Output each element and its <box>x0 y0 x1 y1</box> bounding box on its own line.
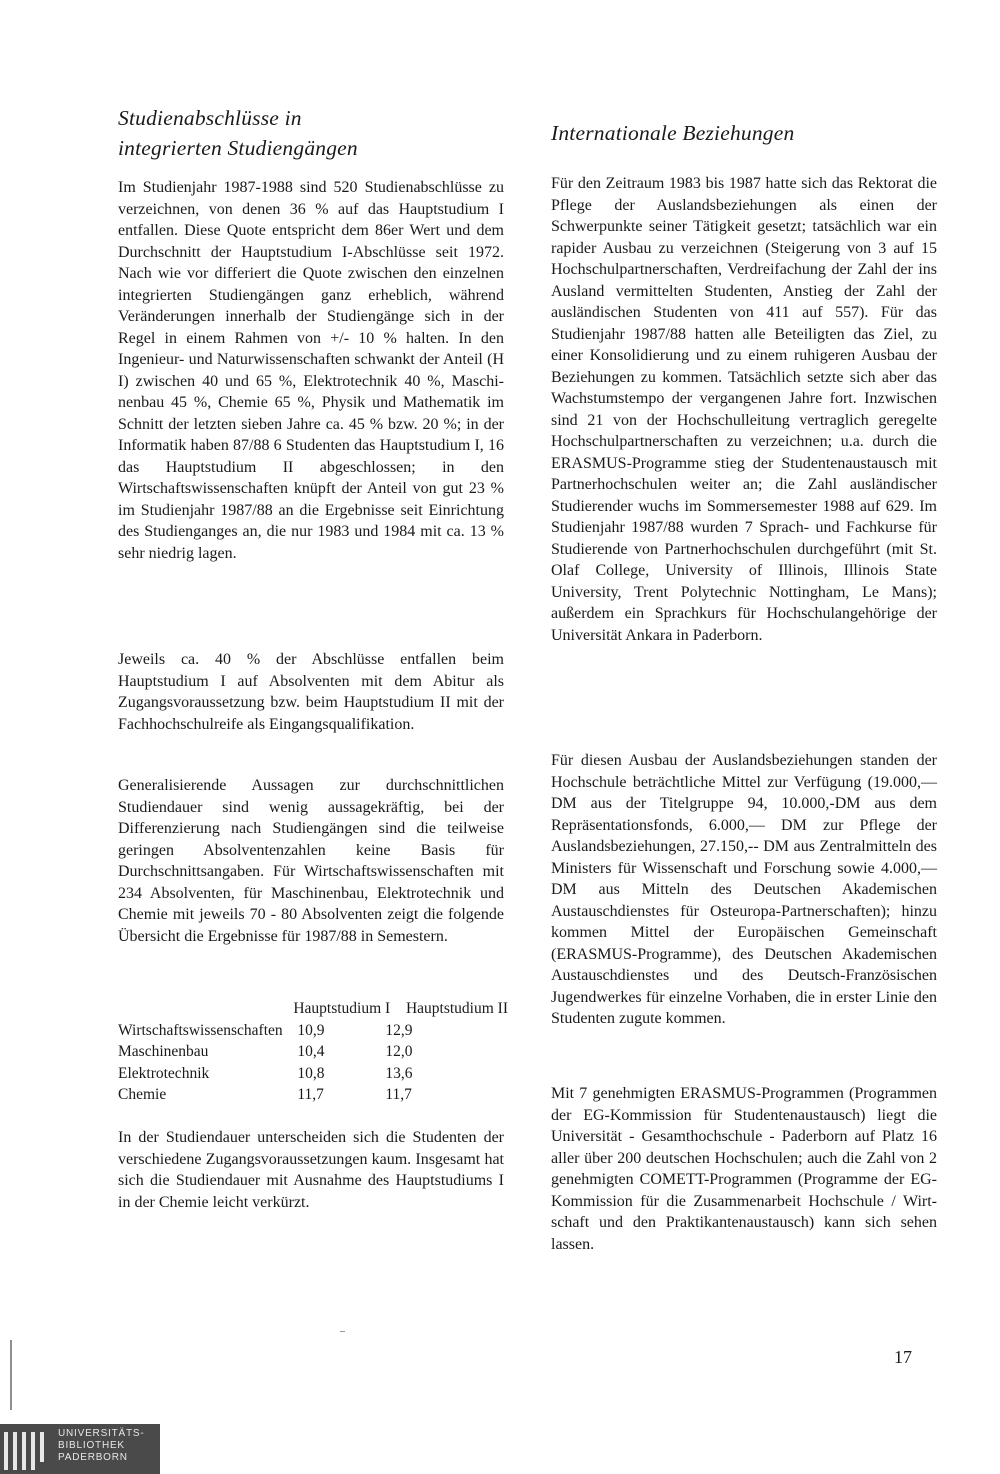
table-header-cell <box>118 998 293 1020</box>
section-heading-studienabschluesse <box>118 103 358 163</box>
header-hauptstudium-1: Hauptstudium I <box>293 1000 391 1017</box>
scan-edge-mark <box>10 1340 12 1410</box>
paragraph-erasmus-programs: Mit 7 genehmigten ERASMUS-Programmen (Programmen der EG-Kommission für Studentenaustausch) liegt die Universität - Gesamthochschule - Paderborn auf Platz 16 aller über 200 deutschen Hochschulen; auch die Zahl von 2 genehmigten COMETT-Programmen (Programme der EG-Kommission für die Zusammenarbeit Hochschule / Wirtschaft und den Praktikantenaustausch) kann sich sehen lassen. <box>551 1085 937 1253</box>
header-hauptstudium-2: Hauptstudium II <box>405 1000 508 1017</box>
paragraph-study-duration: Generalisierende Aussagen zur durchschnittlichen Studiendauer sind wenig aussagekräftig, bei der Differenzierung nach Studiengängen sind die teilweise geringen Absolventenzahlen keine Basis für Durchschnittsangaben. Für Wirtschaftswissenschaften mit 234 Absolventen, für Maschinenbau, Elektrotechnik und Chemie mit jeweils 70 - 80 Absolventen zeigt die folgende Übersicht die Ergebnisse für 1987/88 in Semestern. <box>118 777 504 945</box>
table-cell-value: 12,0 <box>385 1043 413 1060</box>
paragraph-duration-conclusion: In der Studiendauer unterscheiden sich die Studenten der verschiedene Zugangsvoraussetzungen kaum. Insgesamt hat sich die Studiendauer mit Ausnahme des Hauptstudiums I in der Chemie leicht verkürzt. <box>118 1129 504 1211</box>
library-logo <box>0 1424 160 1474</box>
table-cell-value: 11,7 <box>297 1086 324 1103</box>
table-row <box>118 1041 508 1063</box>
page-number: 17 <box>894 1347 912 1367</box>
library-logo-text <box>58 1428 145 1464</box>
paragraph-graduation-statistics: Im Studienjahr 1987-1988 sind 520 Studienabschlüsse zu verzeichnen, von denen 36 % auf das Hauptstudium I entfallen. Diese Quote entspricht dem 86er Wert und dem Durchschnitt der Hauptstudium I-Abschlüsse seit 1972. Nach wie vor differiert die Quote zwischen den einzelnen integrierten Studiengängen ganz erheblich, während Veränderungen innerhalb der Studiengänge sich in der Regel in einem Rahmen von +/- 10 % halten. In den Ingenieur- und Naturwissenschaften schwankt der Anteil (H I) zwischen 40 und 65 %, Elektrotechnik 40 %, Maschinenbau 45 %, Chemie 65 %, Physik und Mathematik im Schnitt der letzten sieben Jahre ca. 45 % bzw. 20 %; in der Informatik haben 87/88 6 Studenten das Hauptstudium I, 16 das Hauptstudium II abgeschlossen; in den Wirtschaftswissenschaften knüpft der Anteil von gut 23 % im Studienjahr 1987/88 an die Ergebnisse seit Einrichtung des Studienganges an, die nur 1983 und 1984 mit ca. 13 % sehr niedrig lagen. <box>118 179 504 562</box>
table-cell-value: 13,6 <box>385 1064 413 1082</box>
table-header-cell <box>293 998 508 1020</box>
table-cell-value: 12,9 <box>385 1021 413 1039</box>
table-cell-value: 11,7 <box>385 1086 412 1103</box>
table-cell-subject: Wirtschaftswissenschaften <box>118 1021 283 1039</box>
study-duration-table <box>118 998 508 1106</box>
table-cell-value: 10,8 <box>297 1064 325 1082</box>
scan-dust-mark <box>340 1331 345 1332</box>
table-cell-subject: Maschinenbau <box>118 1043 209 1060</box>
table-cell-value: 10,4 <box>297 1043 325 1060</box>
heading-line: Studienabschlüsse in <box>118 106 302 130</box>
paragraph-funding: Für diesen Ausbau der Auslandsbeziehungen standen der Hochschule beträchtliche Mittel zur Verfügung (19.000,— DM aus der Titelgruppe 94, 10.000,-DM aus dem Repräsentationsfonds, 6.000,— DM zur Pflege der Auslandsbeziehungen, 27.150,-- DM aus Zentralmitteln des Ministers für Wissenschaft und Forschung sowie 4.000,— DM aus Mitteln des Deutschen Akademischen Austauschdienstes für Osteuropa-Partnerschaften); hinzu kommen Mittel der Europäischen Gemeinschaft (ERASMUS-Programme), des Deutschen Akademischen Austauschdienstes und des Deutsch-Französischen Jugendwerkes für einzelne Vorhaben, die in erster Linie den Studenten zugute kommen. <box>551 752 937 1027</box>
table-row <box>118 1063 508 1085</box>
section-heading-internationale-beziehungen <box>551 118 794 148</box>
paragraph-admission-qualification: Jeweils ca. 40 % der Abschlüsse entfallen beim Hauptstudium I auf Absolventen mit dem Abitur als Zugangsvoraussetzung bzw. beim Hauptstudium II mit der Fachhochschulreife als Eingangsqualifikation. <box>118 651 504 733</box>
logo-text-line: PADERBORN <box>58 1452 128 1463</box>
library-logo-barcode-icon <box>4 1432 52 1470</box>
table-row <box>118 1020 508 1042</box>
logo-text-line: UNIVERSITÄTS- <box>58 1428 145 1439</box>
table-cell-subject: Chemie <box>118 1086 167 1103</box>
table-cell-value: 10,9 <box>297 1021 325 1039</box>
heading-line: integrierten Studiengängen <box>118 136 358 160</box>
table-row <box>118 1084 508 1106</box>
table-cell-subject: Elektrotechnik <box>118 1064 210 1082</box>
paragraph-international-relations: Für den Zeitraum 1983 bis 1987 hatte sich das Rektorat die Pflege der Auslandsbeziehungen als einen der Schwerpunkte seiner Tätigkeit gesetzt; tatsächlich war ein rapider Ausbau zu verzeichnen (Steigerung von 3 auf 15 Hochschulpartnerschaften, Verdreifachung der Zahl der ins Ausland vermittelten Studenten, Anstieg der Zahl der ausländischen Studenten von 411 auf 557). Für das Studienjahr 1987/88 hatten alle Beteiligten das Ziel, zu einer Konsolidierung und zu einem ruhigeren Ausbau der Beziehungen zu kommen. Tatsächlich setzte sich aber das Wachstumstempo der vergangenen Jahre fort. Inzwischen sind 21 von der Hochschulleitung vertraglich geregelte Hochschulpartnerschaften zu verzeichnen; u.a. durch die ERASMUS-Programme stieg der Studentenaustausch mit Partnerhochschulen weiter an; die Zahl ausländischer Studierender wuchs im Sommersemester 1988 auf 629. Im Studienjahr 1987/88 wurden 7 Sprach- und Fachkurse für Studierende von Partnerhochschulen durchgeführt (mit St. Olaf College, University of Illinois, Illinois State University, Trent Polytechnic Nottingham, Le Mans); außerdem ein Sprachkurs für Hochschulangehörige der Universität Ankara in Paderborn. <box>551 175 937 644</box>
table-header-row <box>118 998 508 1020</box>
heading-line: Internationale Beziehungen <box>551 121 795 145</box>
logo-text-line: BIBLIOTHEK <box>58 1440 125 1451</box>
